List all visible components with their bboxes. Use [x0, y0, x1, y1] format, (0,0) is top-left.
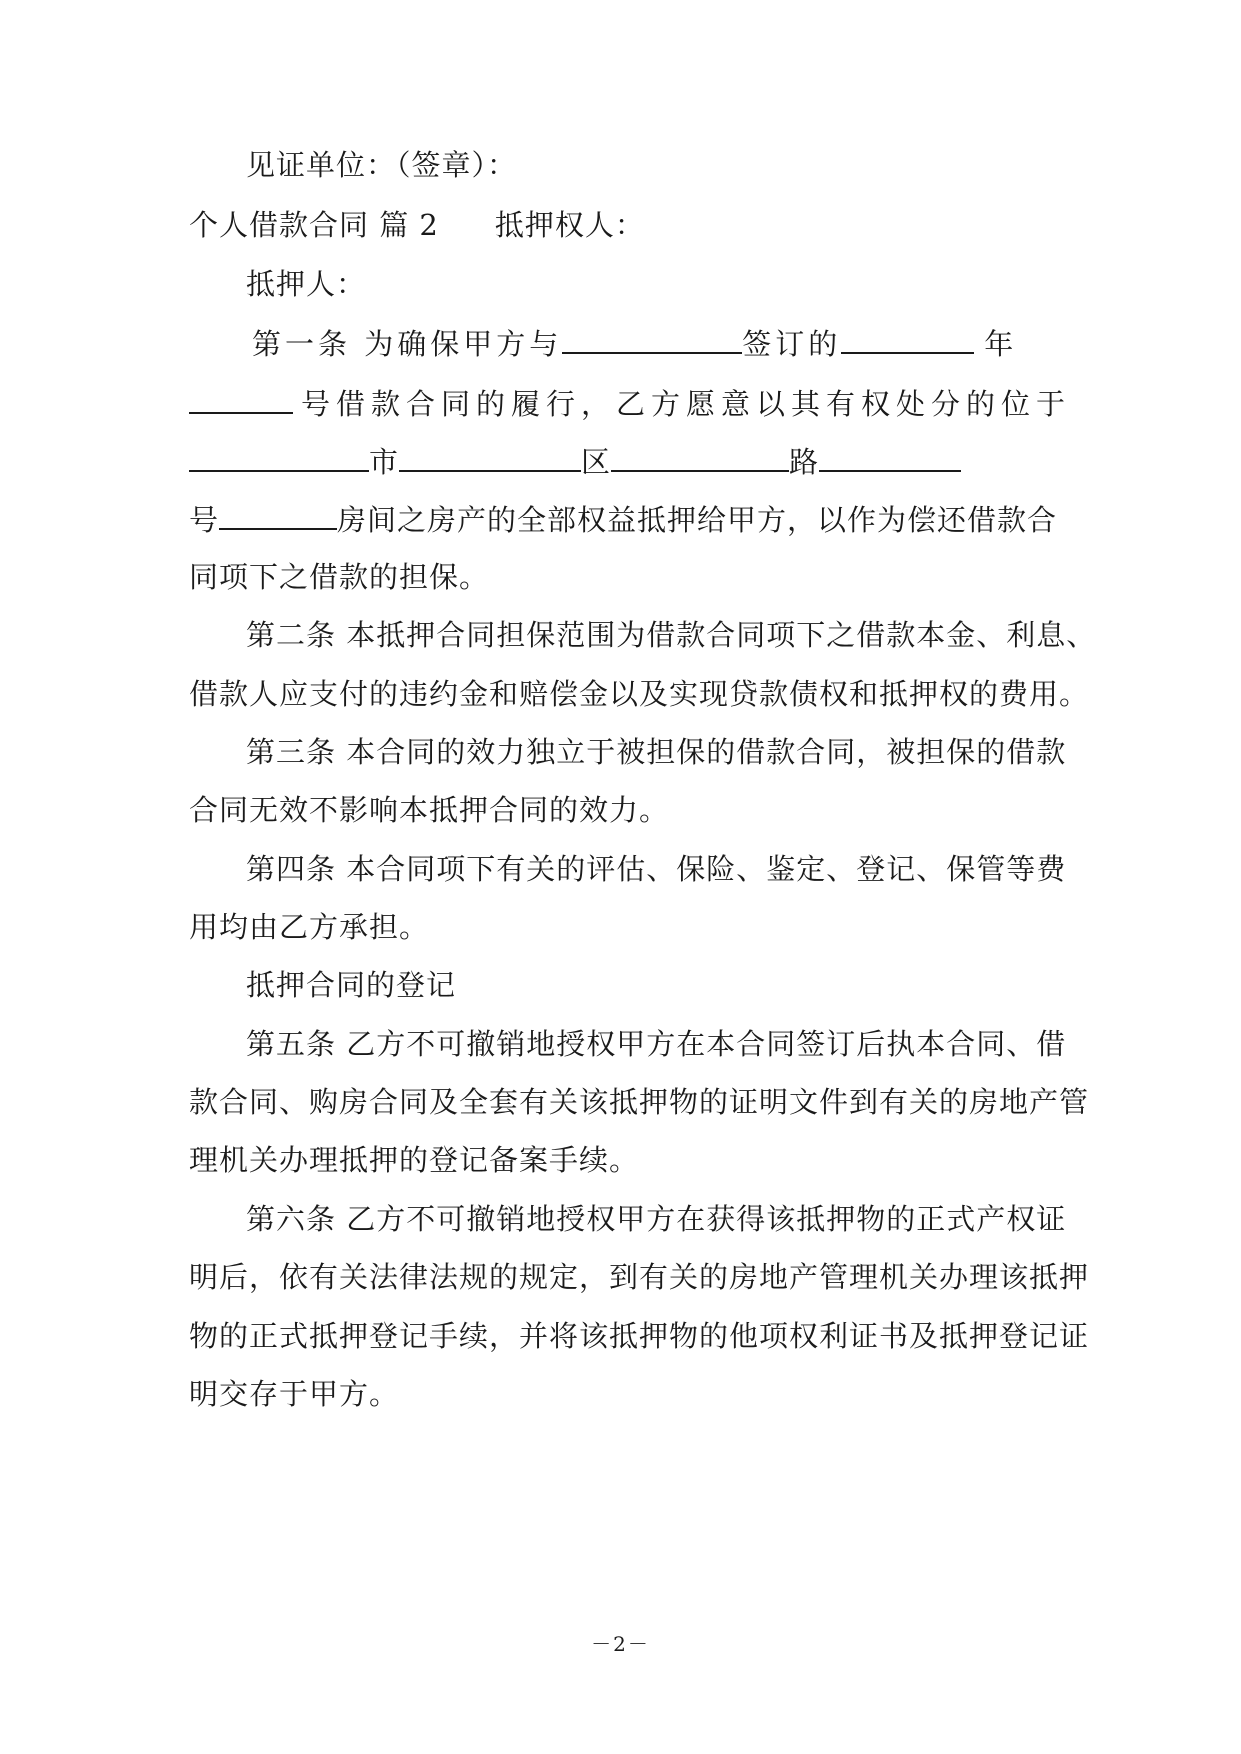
article-5-line-1: 第五条 乙方不可撤销地授权甲方在本合同签订后执本合同、借: [246, 1027, 1067, 1061]
section-heading: 抵押合同的登记: [246, 968, 457, 1002]
article-1-text: 路: [789, 445, 820, 479]
article-1-line-3: [189, 440, 961, 482]
article-1-line-2: [189, 382, 1071, 424]
article-3-line-1: 第三条 本合同的效力独立于被担保的借款合同，被担保的借款: [246, 735, 1067, 769]
blank-city: [189, 440, 369, 472]
article-6-line-3: 物的正式抵押登记手续，并将该抵押物的他项权利证书及抵押登记证: [189, 1319, 1090, 1353]
article-1-text: 号: [189, 503, 220, 537]
mortgagee-label: 抵押权人：: [494, 208, 645, 242]
blank-room: [219, 498, 337, 530]
blank-district: [399, 440, 581, 472]
article-5-line-3: 理机关办理抵押的登记备案手续。: [189, 1143, 640, 1177]
article-2-line-2: 借款人应支付的违约金和赔偿金以及实现贷款债权和抵押权的费用。: [189, 677, 1090, 711]
article-1-text: 年: [984, 327, 1018, 361]
article-1-text: 房间之房产的全部权益抵押给甲方，以作为偿还借款合: [337, 503, 1058, 537]
article-6-line-4: 明交存于甲方。: [189, 1377, 400, 1411]
article-1-text: 第一条 为确保甲方与: [252, 327, 563, 361]
page-number: －2－: [591, 1632, 650, 1656]
article-1-text: 签订的: [742, 327, 842, 361]
article-1-line-5: 同项下之借款的担保。: [189, 560, 490, 594]
document-title: 个人借款合同 篇 2: [189, 208, 439, 242]
blank-number: [819, 440, 961, 472]
article-1-text: 号借款合同的履行，乙方愿意以其有权处分的位于: [301, 387, 1072, 421]
article-1-text: 区: [581, 445, 612, 479]
article-4-line-1: 第四条 本合同项下有关的评估、保险、鉴定、登记、保管等费: [246, 852, 1067, 886]
article-5-line-2: 款合同、购房合同及全套有关该抵押物的证明文件到有关的房地产管: [189, 1085, 1090, 1119]
document-title-line: [189, 205, 645, 245]
article-3-line-2: 合同无效不影响本抵押合同的效力。: [189, 793, 670, 827]
witness-signature-line: 见证单位：（签章）：: [246, 148, 518, 182]
article-6-line-2: 明后，依有关法律法规的规定，到有关的房地产管理机关办理该抵押: [189, 1260, 1090, 1294]
blank-contract-no: [189, 382, 293, 414]
blank-road: [611, 440, 789, 472]
article-2-line-1: 第二条 本抵押合同担保范围为借款合同项下之借款本金、利息、: [246, 618, 1097, 652]
blank-signing-date: [841, 322, 974, 354]
mortgagor-label: 抵押人：: [246, 267, 367, 301]
article-1-line-1: [252, 322, 1017, 364]
article-4-line-2: 用均由乙方承担。: [189, 910, 430, 944]
blank-party: [562, 322, 742, 354]
article-1-line-4: [189, 498, 1057, 540]
article-1-text: 市: [369, 445, 400, 479]
article-6-line-1: 第六条 乙方不可撤销地授权甲方在获得该抵押物的正式产权证: [246, 1202, 1067, 1236]
